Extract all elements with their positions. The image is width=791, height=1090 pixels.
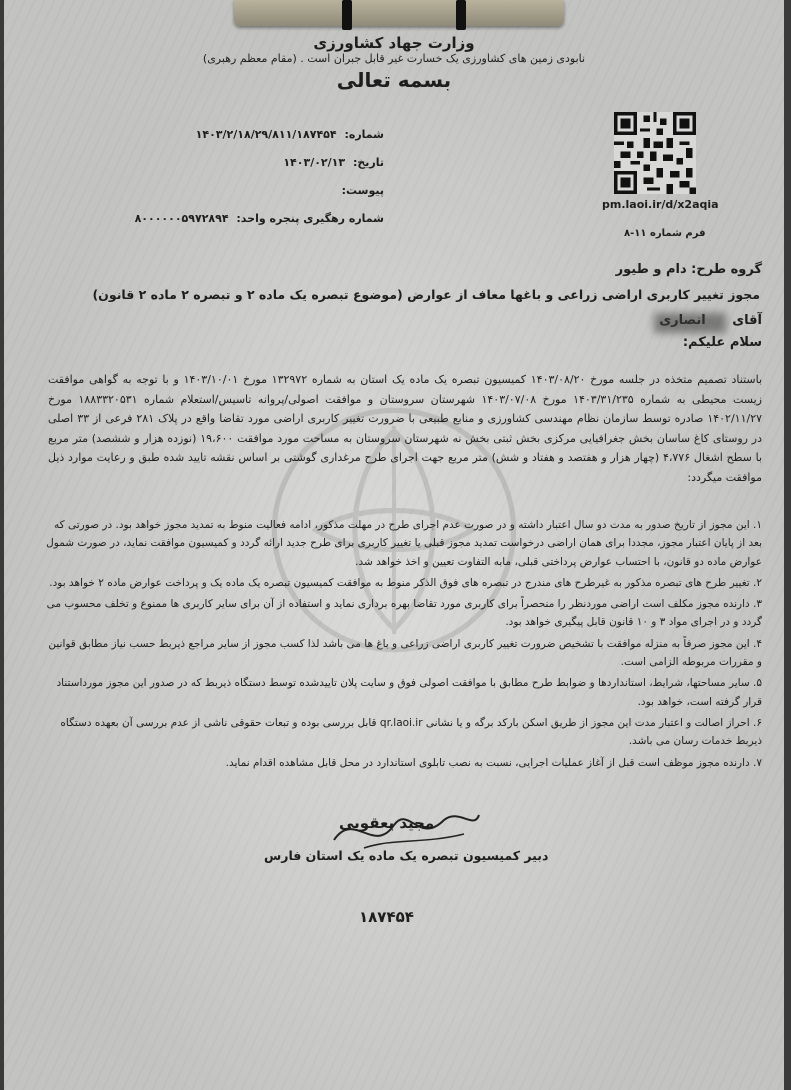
tracking-number <box>135 212 384 225</box>
qr-code-icon[interactable] <box>614 112 696 194</box>
letter-attachment <box>342 184 384 197</box>
main-paragraph: باستناد تصمیم متخذه در جلسه مورخ ۱۴۰۳/۰۸/۲۰ کمیسیون تبصره یک ماده یک استان به شماره ۱۳۲۹۷۲ مورخ ۱۴۰۳/۱۰/۰۱ و با توجه به گواهی موافقت زیست محیطی به شماره ۱۴۰۳/۳۱/۲۳۵ مورخ ۱۴۰۳/۰۷/۰۸ شهرستان سروستان و موافقت اصولی/پروانه تاسیس/استعلام شماره ۱۸۸۳۳۲۰۵۳۱ مورخ ۱۴۰۲/۱۱/۲۷ صادره توسط سازمان نظام مهندسی کشاورزی و منابع طبیعی با ضرورت تغییر کاربری اراضی مورد تقاضا واقع در پلاک ۲۸۱ فرعی از ۳۳ اصلی در روستای کاغ ساسان بخش جغرافیایی مرکزی بخش ثبتی بخش نه شهرستان سروستان به مساحت مورد موافقت ۱۹،۶۰۰ (نوزده هزار و ششصد) متر مربع با سطح اشغال ۴،۷۷۶ (چهار هزار و هفتصد و هفتاد و شش) متر مربع جهت اجرای طرح مرغداری گوشتی بر اساس نقشه تایید شده طبق و رعایت موارد ذیل موافقت میگردد: <box>48 373 763 484</box>
letter-number-value: ۱۴۰۳/۲/۱۸/۲۹/۸۱۱/۱۸۷۴۵۴ <box>195 128 337 141</box>
condition-item: ۳. دارنده مجوز مکلف است اراضی موردنظر را منحصراً برای کاربری مورد تقاضا بهره برداری نماید و استفاده از آن برای سایر کاربری ها ممنوع و تخلف محسوب می گردد و در اجرای مواد ۳ و ۱۰ قانون قابل پیگیری خواهد بود. <box>46 598 762 629</box>
letter-date-value: ۱۴۰۳/۰۲/۱۳ <box>283 156 346 169</box>
letter-date-label: تاریخ: <box>352 156 384 169</box>
condition-item: ۴. این مجوز صرفاً به منزله موافقت با تشخیص ضرورت تغییر کاربری اراضی زراعی و باغ ها می باشد لذا کسب مجوز از سایر مراجع ذیربط حسب نیاز مطابق قوانین و مقررات مربوطه الزامی است. <box>48 637 762 669</box>
condition-item: ۵. سایر مساحتها، شرایط، استانداردها و ضوابط طرح مطابق با موافقت اصولی فوق و سایت پلان تاییدشده توسط دستگاه ذیربط که در صدور این مجوز مورداستناد قرار گرفته است، خواهد بود. <box>56 677 762 708</box>
tracking-number-value: ۸۰۰۰۰۰۰۵۹۷۲۸۹۴ <box>134 212 229 225</box>
clip-bar-right <box>456 0 466 30</box>
letter-number-label: شماره: <box>344 128 384 141</box>
clip-bar-left <box>342 0 352 30</box>
redaction-mark <box>654 313 726 333</box>
clipboard-clip <box>234 0 564 26</box>
bismillah-heading: بسمه تعالی <box>336 68 452 92</box>
letter-date <box>283 156 384 169</box>
conditions-list <box>44 516 762 775</box>
condition-item: ۷. دارنده مجوز موظف است قبل از آغاز عملیات اجرایی، نسبت به نصب تابلوی استاندارد در محل قابل مشاهده اقدام نماید. <box>225 756 762 769</box>
greeting: سلام علیکم: <box>682 335 762 350</box>
ministry-name: وزارت جهاد کشاورزی <box>313 34 475 52</box>
qr-verification-url[interactable]: pm.laoi.ir/d/x2aqia <box>602 198 719 211</box>
document-page <box>4 0 784 1090</box>
signatory-name: مجید یعقوبی <box>339 814 435 832</box>
letter-attachment-label: پیوست: <box>341 184 384 197</box>
tracking-number-label: شماره رهگیری پنجره واحد: <box>236 212 384 225</box>
form-number: فرم شماره ۱۱-۸ <box>624 228 706 239</box>
project-group: گروه طرح: دام و طیور <box>615 262 762 277</box>
recipient-salutation: آقای <box>732 313 762 328</box>
permit-title: مجوز تغییر کاربری اراضی زراعی و باغها معاف از عوارض (موضوع تبصره یک ماده ۲ و تبصره ۲ ماده ۲ قانون) <box>92 287 760 302</box>
ministry-motto: نابودی زمین های کشاورزی یک خسارت غیر قابل جبران است . (مقام معظم رهبری) <box>202 52 586 65</box>
condition-item: ۶. احراز اصالت و اعتبار مدت این مجوز از طریق اسکن بارکد برگه و یا نشانی qr.laoi.ir قابل بررسی بوده و تبعات حقوقی ناشی از عدم بررسی آن بعهده دستگاه ذیربط خدمات رسان می باشد. <box>60 716 762 748</box>
condition-item: ۱. این مجوز از تاریخ صدور به مدت دو سال اعتبار داشته و در صورت عدم اجرای طرح در مهلت مذکور، ادامه فعالیت منوط به تمدید مجوز خواهد بود. در صورتی که بعد از پایان اعتبار مجوز، مجددا برای همان اراضی درخواست تمدید مجوز قبلی یا تغییر کاربری برای طرح جدید ارائه گردد و کمیسیون موافقت نماید، در صورت شمول عوارض ماده دو قانون، با احتساب عوارض پرداختی قبلی، مابه التفاوت تعیین و اخذ خواهد شد. <box>46 519 762 568</box>
footer-code: ۱۸۷۴۵۴ <box>359 908 414 926</box>
letter-number <box>196 128 384 141</box>
condition-item: ۲. تغییر طرح های تبصره مذکور به غیرطرح های مندرج در تبصره های فوق الذکر منوط به موافقت کمیسیون تبصره یک ماده یک و پرداخت عوارض ماده ۲ خواهد بود. <box>49 576 762 589</box>
signatory-title: دبیر کمیسیون تبصره یک ماده یک استان فارس <box>264 848 549 863</box>
